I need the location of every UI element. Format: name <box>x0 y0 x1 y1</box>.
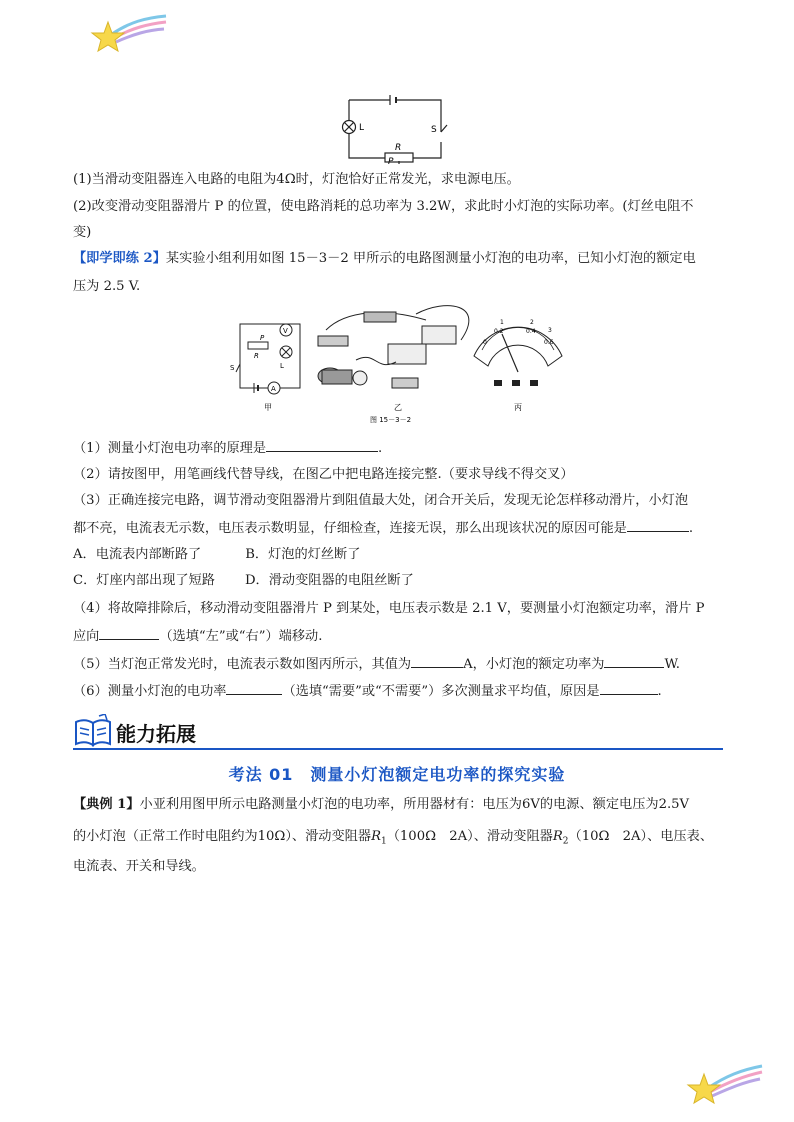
example-line3: 电流表、开关和导线。 <box>73 859 205 874</box>
method-title: 考法 01 测量小灯泡额定电功率的探究实验 <box>228 765 566 784</box>
ammeter-dial-bing <box>474 327 562 386</box>
label-A: A <box>271 385 276 393</box>
example-tag: 【典例 1】 <box>73 797 140 812</box>
tick-2: 2 <box>530 319 534 326</box>
item-3-line2: 都不亮，电流表无示数，电压表示数明显，仔细检查，连接无误，那么出现该状况的原因可能是 . <box>73 516 733 542</box>
caption-bing: 丙 <box>514 403 522 412</box>
figure-label: 图 15－3－2 <box>370 416 412 424</box>
label-S: S <box>431 125 437 135</box>
item-4-line1: （4）将故障排除后，移动滑动变阻器滑片 P 到某处，电压表示数是 2.1 V，要测量小灯泡额定功率，滑片 P <box>73 601 705 616</box>
answer-blank-1[interactable] <box>266 437 378 452</box>
item-1: （1）测量小灯泡电功率的原理是 . <box>73 436 733 462</box>
item-6: （6）测量小灯泡的电功率 （选填“需要”或“不需要”）多次测量求平均值，原因是 . <box>73 679 733 705</box>
shooting-star-icon <box>686 1058 766 1108</box>
apparatus-yi <box>318 306 469 388</box>
tick-0: 0 <box>483 339 487 346</box>
tick-1: 1 <box>500 319 504 326</box>
answer-blank-6b[interactable] <box>600 680 658 695</box>
caption-yi: 乙 <box>394 403 402 412</box>
section-title: 能力拓展 <box>116 722 196 746</box>
option-c: C．灯座内部出现了短路 <box>73 573 215 588</box>
experiment-figure <box>226 300 568 424</box>
example-line2: 的小灯泡（正常工作时电阻约为10Ω）、滑动变阻器$R_1(100\Omega$ 2A）、滑动变阻器$R_2(10\Omega$ 2A）、电压表、 <box>73 829 714 847</box>
practice-line2: 压为 2.5 V. <box>73 279 141 294</box>
answer-blank-6a[interactable] <box>226 680 282 695</box>
item-2: （2）请按图甲，用笔画线代替导线，在图乙中把电路连接完整.（要求导线不得交叉） <box>73 467 574 482</box>
practice-line1 <box>73 246 733 272</box>
label-L2: L <box>280 362 284 370</box>
item-4-line2: 应向 （选填“左”或“右”）端移动. <box>73 624 733 650</box>
item-3-line1: （3）正确连接完电路，调节滑动变阻器滑片到阻值最大处，闭合开关后，发现无论怎样移动滑片，小灯泡 <box>73 493 689 508</box>
answer-blank-5a[interactable] <box>411 653 463 668</box>
tick-04: 0.4 <box>526 328 536 335</box>
option-b: B．灯泡的灯丝断了 <box>245 547 361 562</box>
answer-blank-4[interactable] <box>99 625 159 640</box>
label-L: L <box>359 123 365 133</box>
answer-blank-3[interactable] <box>627 517 689 532</box>
tick-06: 0.6 <box>544 339 554 346</box>
option-d: D．滑动变阻器的电阻丝断了 <box>244 573 414 588</box>
schematic-jia <box>236 324 300 394</box>
open-book-icon <box>73 714 113 748</box>
label-S2: S <box>230 364 235 372</box>
shooting-star-icon <box>90 12 170 62</box>
tick-3: 3 <box>548 327 552 334</box>
label-R: R <box>395 143 402 153</box>
question-2-line2: 变) <box>73 225 92 240</box>
practice-tag: 【即学即练 2】 <box>73 251 166 266</box>
option-a: A．电流表内部断路了 <box>73 547 202 562</box>
example-line1: 【典例 1】小亚利用图甲所示电路测量小灯泡的电功率，所用器材有：电压为6V的电源、额定电压为2.5V <box>73 797 690 812</box>
circuit-diagram <box>335 92 455 164</box>
practice-text: 某实验小组利用如图 15－3－2 甲所示的电路图测量小灯泡的电功率，已知小灯泡的额定电 <box>165 251 696 266</box>
caption-jia: 甲 <box>264 403 272 412</box>
label-P2: P <box>260 334 265 342</box>
section-rule <box>73 748 723 750</box>
options-ab <box>73 542 733 568</box>
item-5: （5）当灯泡正常发光时，电流表示数如图丙所示，其值为 A，小灯泡的额定功率为 W. <box>73 652 733 678</box>
label-P: P <box>388 157 394 164</box>
label-V: V <box>283 327 288 335</box>
question-2-line1: (2)改变滑动变阻器滑片 P 的位置，使电路消耗的总功率为 3.2W，求此时小灯泡的实际功率。(灯丝电阻不 <box>73 199 694 214</box>
answer-blank-5b[interactable] <box>604 653 664 668</box>
options-cd <box>73 568 733 594</box>
tick-02: 0.2 <box>494 328 504 335</box>
label-R2: R <box>254 352 259 360</box>
question-1: (1)当滑动变阻器连入电路的电阻为4Ω时，灯泡恰好正常发光，求电源电压。 <box>73 172 520 187</box>
